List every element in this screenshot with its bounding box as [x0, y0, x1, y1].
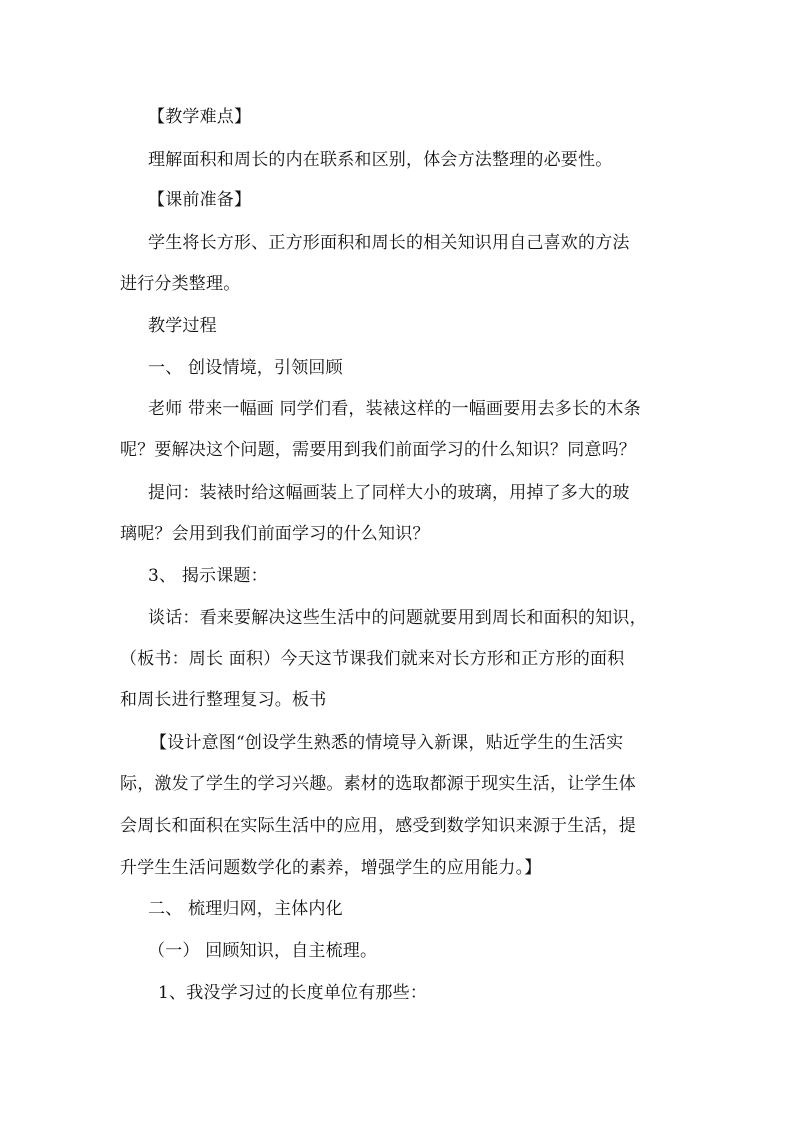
design-intent-line: 升学生生活问题数学化的素养，增强学生的应用能力。】: [120, 858, 542, 878]
design-intent-line: 【设计意图“创设学生熟悉的情境导入新课，贴近学生的生活实: [150, 733, 624, 753]
paragraph-line: 和周长进行整理复习。板书: [120, 690, 327, 710]
section-heading-2: 二、 梳理归网，主体内化: [148, 899, 343, 919]
list-item: 1、我没学习过的长度单位有那些：: [158, 983, 428, 1003]
paragraph-line: 提问：装裱时给这幅画装上了同样大小的玻璃，用掉了多大的玻: [148, 483, 630, 503]
step-heading-1: 一、 创设情境，引领回顾: [148, 358, 343, 378]
section-heading-teaching-difficulty: 【教学难点】: [148, 107, 252, 127]
section-heading-preparation: 【课前准备】: [148, 190, 252, 210]
paragraph-line: 呢？要解决这个问题，需要用到我们前面学习的什么知识？同意吗？: [120, 440, 636, 460]
design-intent-line: 际，激发了学生的学习兴趣。素材的选取都源于现实生活，让学生体: [120, 774, 636, 794]
step-heading-3: 3、 揭示课题：: [148, 566, 268, 586]
design-intent-line: 会周长和面积在实际生活中的应用，感受到数学知识来源于生活，提: [120, 816, 636, 836]
paragraph-line: 老师 带来一幅画 同学们看，装裱这样的一幅画要用去多长的木条: [148, 399, 641, 419]
paragraph-line: 理解面积和周长的内在联系和区别，体会方法整理的必要性。: [148, 150, 613, 170]
paragraph-line: 学生将长方形、正方形面积和周长的相关知识用自己喜欢的方法: [148, 233, 630, 253]
paragraph-line: （板书：周长 面积）今天这节课我们就来对长方形和正方形的面积: [120, 649, 625, 669]
subsection-heading: （一） 回顾知识，自主梳理。: [148, 941, 378, 961]
section-heading-teaching-process: 教学过程: [148, 316, 217, 336]
paragraph-line: 进行分类整理。: [120, 274, 241, 294]
paragraph-line: 谈话：看来要解决这些生活中的问题就要用到周长和面积的知识，: [148, 608, 647, 628]
paragraph-line: 璃呢？会用到我们前面学习的什么知识？: [120, 524, 430, 544]
